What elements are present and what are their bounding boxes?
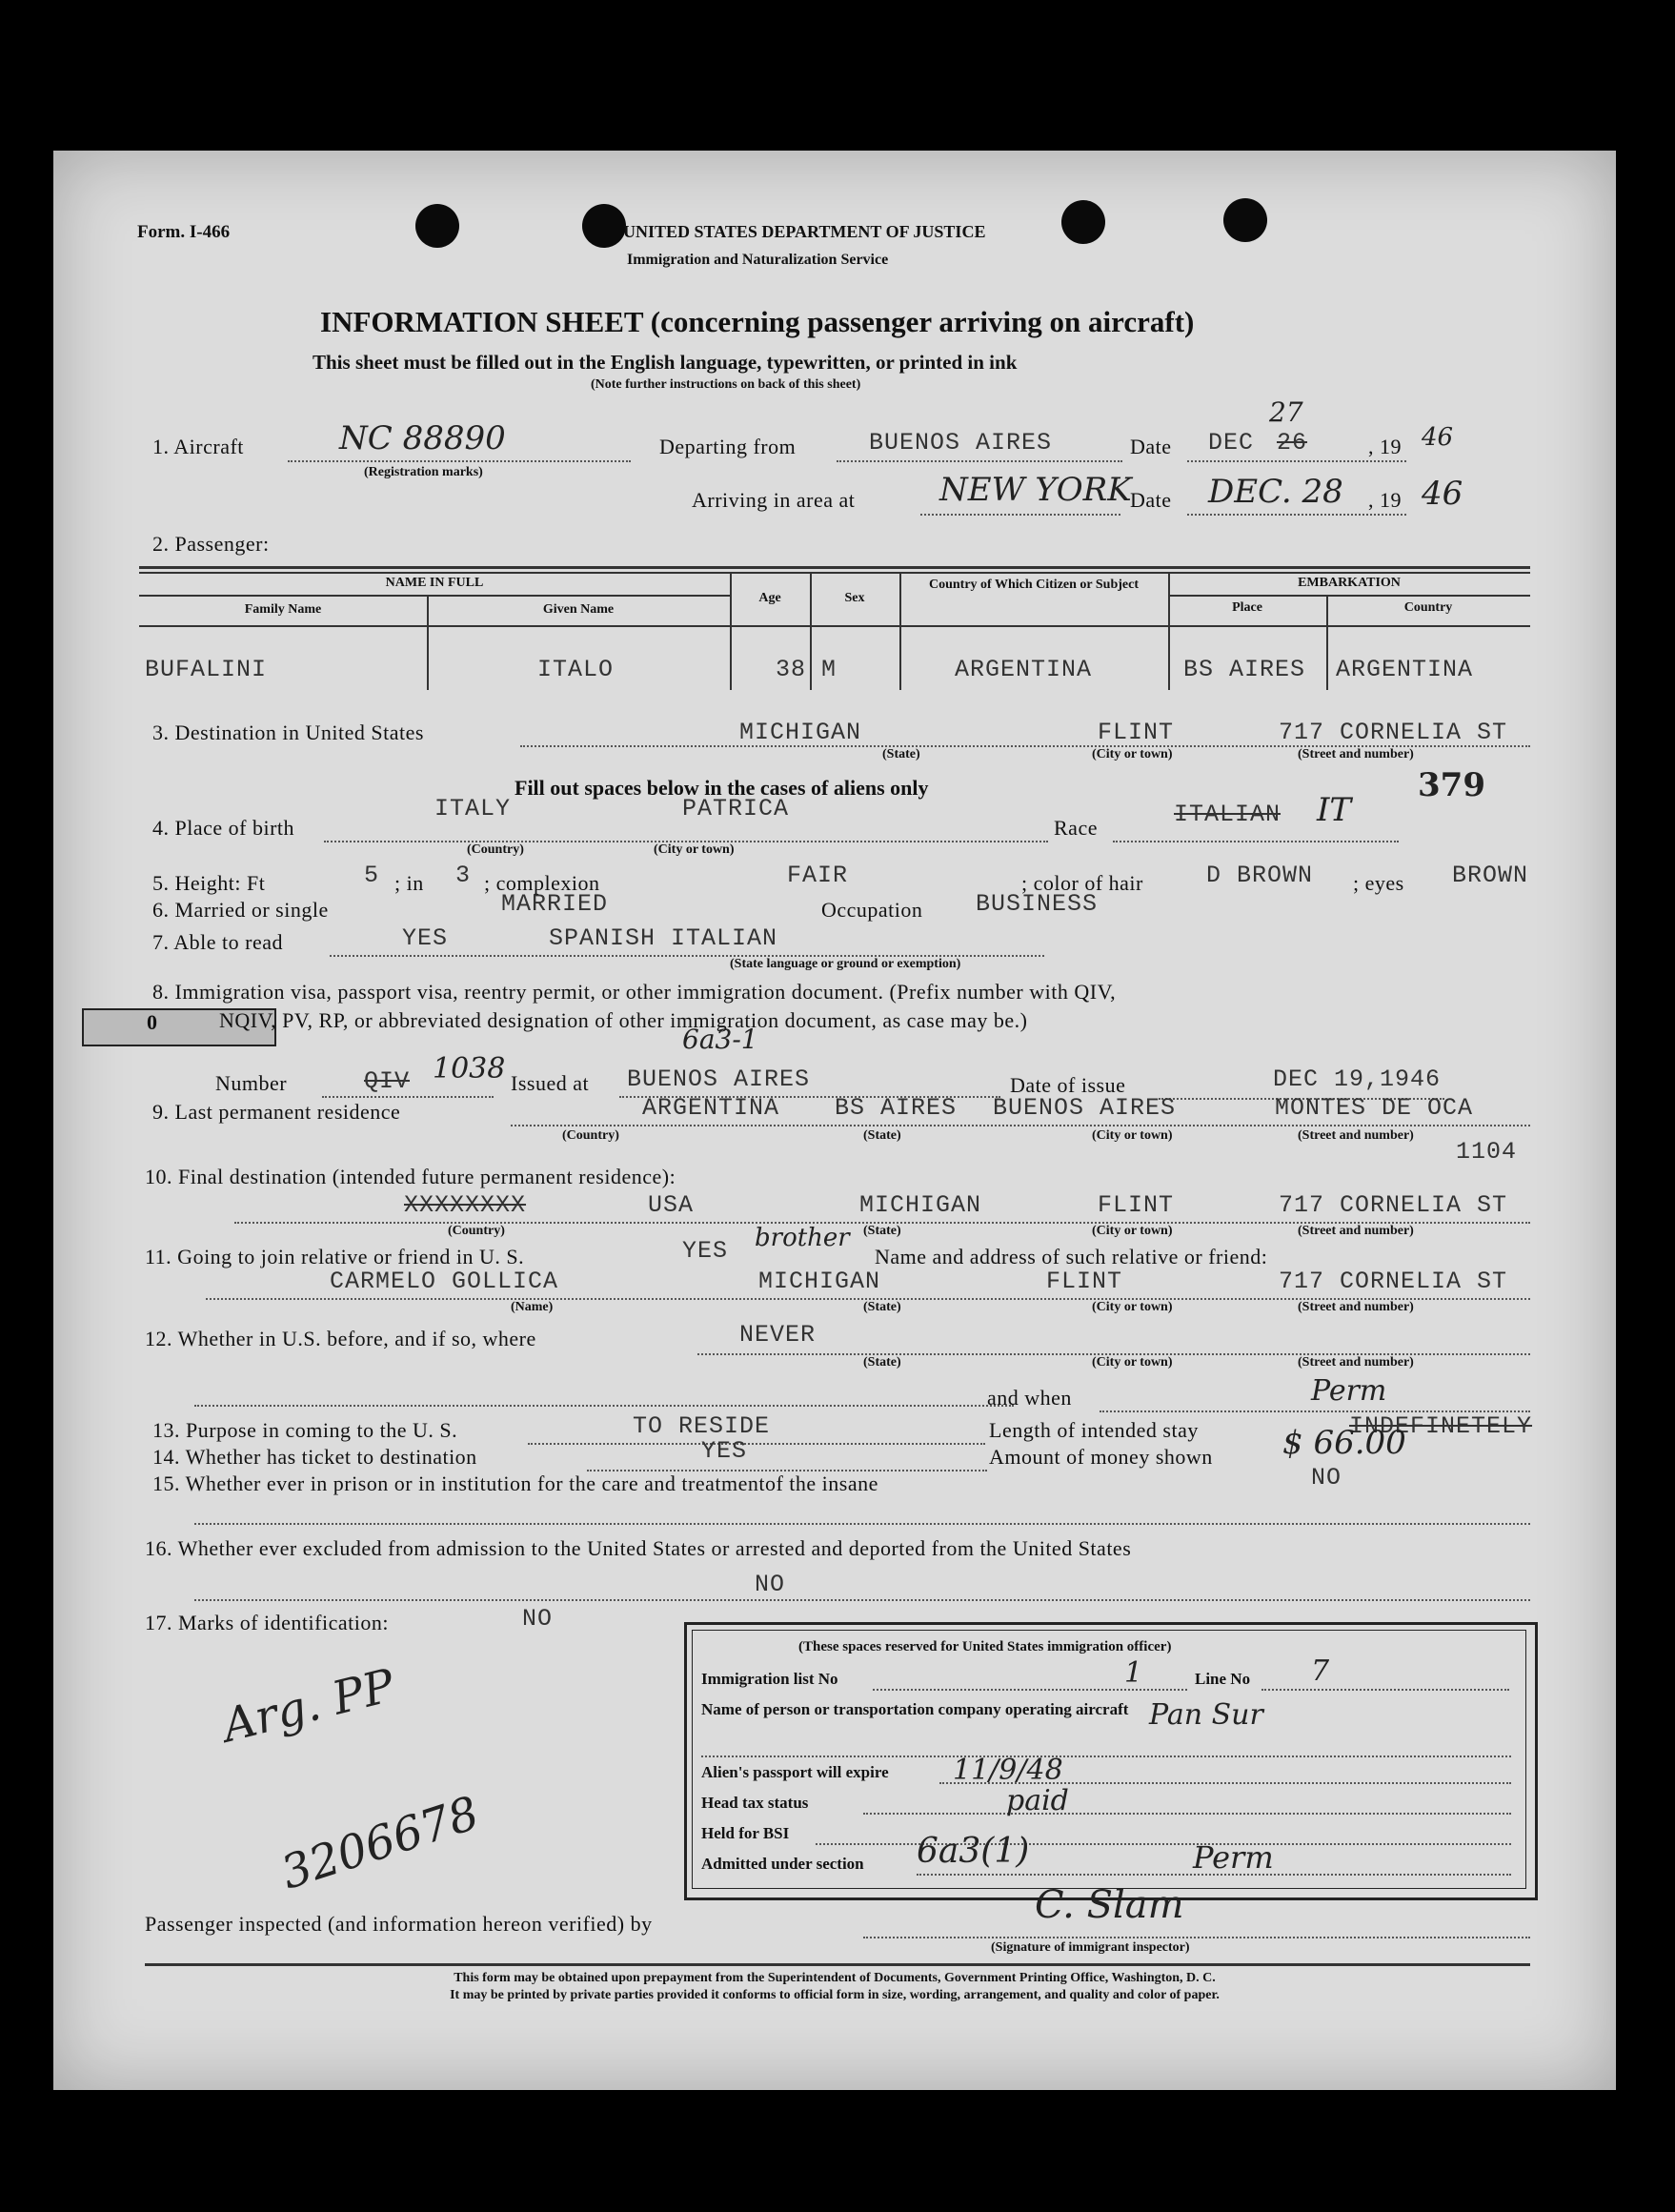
line-no-label: Line No	[1195, 1670, 1251, 1688]
purpose-value: TO RESIDE	[633, 1412, 771, 1440]
family-name-value: BUFALINI	[145, 656, 268, 683]
admitted-label: Admitted under section	[701, 1855, 864, 1873]
city-caption-12: (City or town)	[1092, 1355, 1173, 1370]
arrival-year: 46	[1422, 475, 1463, 513]
number-struck: QIV	[364, 1067, 411, 1095]
street-caption-12: (Street and number)	[1298, 1355, 1414, 1370]
country-caption-4: (Country)	[467, 842, 524, 857]
form-title: INFORMATION SHEET (concerning passenger arriving on aircraft)	[320, 305, 1195, 338]
form-sheet	[53, 151, 1616, 2090]
hair-value: D BROWN	[1206, 862, 1314, 889]
state-caption-10: (State)	[863, 1224, 901, 1238]
signature-caption: (Signature of immigrant inspector)	[991, 1940, 1190, 1955]
residence-label: 9. Last permanent residence	[152, 1100, 401, 1124]
destination-street: 717 CORNELIA ST	[1279, 719, 1508, 746]
issued-at-label: Issued at	[511, 1071, 590, 1095]
number-value: 1038	[433, 1052, 506, 1086]
visa-handwritten: 6a3-1	[682, 1024, 758, 1055]
transport-label: Name of person or transportation company operating aircraft	[701, 1700, 1129, 1718]
family-name-header: Family Name	[244, 602, 322, 617]
before-label: 12. Whether in U.S. before, and if so, where	[145, 1327, 536, 1350]
passport-expire-value: 11/9/48	[953, 1754, 1063, 1787]
name-in-full-header: NAME IN FULL	[385, 576, 484, 590]
excluded-value: NO	[755, 1571, 786, 1598]
age-value: 38	[776, 656, 807, 683]
line-no-value: 7	[1311, 1654, 1330, 1688]
excluded-label: 16. Whether ever excluded from admission to the United States or arrested and deported from the United States	[145, 1536, 1132, 1560]
final-street: 717 CORNELIA ST	[1279, 1191, 1508, 1219]
sex-value: M	[821, 656, 838, 683]
street-caption-3: (Street and number)	[1298, 747, 1414, 761]
state-caption-9: (State)	[863, 1128, 901, 1143]
join-label: 11. Going to join relative or friend in U. S.	[145, 1245, 525, 1268]
height-in: 3	[455, 862, 472, 889]
admitted-extra: Perm	[1193, 1839, 1274, 1876]
residence-city: BUENOS AIRES	[993, 1094, 1177, 1122]
arriving-label: Arriving in area at	[692, 488, 856, 512]
year-label-2: , 19	[1368, 488, 1402, 512]
visa-label-1: 8. Immigration visa, passport visa, reentry permit, or other immigration document. (Prefix number with QIV,	[152, 980, 1117, 1004]
sex-header: Sex	[844, 591, 865, 605]
year-label-1: , 19	[1368, 435, 1402, 458]
head-tax-label: Head tax status	[701, 1794, 809, 1812]
purpose-label: 13. Purpose in coming to the U. S.	[152, 1418, 458, 1442]
residence-country: ARGENTINA	[642, 1094, 780, 1122]
money-value: $ 66.00	[1282, 1424, 1406, 1462]
embarkation-country-header: Country	[1403, 600, 1453, 615]
birth-country: ITALY	[434, 795, 512, 822]
aircraft-label: 1. Aircraft	[152, 435, 244, 458]
join-value: YES	[682, 1237, 729, 1265]
citizen-value: ARGENTINA	[955, 656, 1093, 683]
marks-value: NO	[522, 1605, 554, 1633]
final-state: MICHIGAN	[859, 1191, 982, 1219]
arriving-value: NEW YORK	[939, 471, 1132, 509]
number-label: Number	[215, 1071, 288, 1095]
given-name-value: ITALO	[537, 656, 615, 683]
footer-line-2: It may be printed by private parties provided it conforms to official form in size, wording, arrangement, and quality and color of paper.	[450, 1988, 1220, 2002]
punch-hole-1	[415, 204, 459, 248]
join-handwritten: brother	[755, 1224, 850, 1252]
destination-label: 3. Destination in United States	[152, 720, 424, 744]
final-country: USA	[648, 1191, 695, 1219]
money-label: Amount of money shown	[989, 1445, 1213, 1469]
aircraft-value: NC 88890	[339, 419, 506, 457]
residence-state: BS AIRES	[835, 1094, 958, 1122]
race-label: Race	[1054, 816, 1098, 840]
inspector-signature: C. Slam	[1035, 1883, 1184, 1927]
departing-value: BUENOS AIRES	[869, 429, 1053, 457]
embarkation-header: EMBARKATION	[1298, 576, 1401, 590]
bsi-label: Held for BSI	[701, 1824, 790, 1842]
occupation-value: BUSINESS	[976, 890, 1099, 918]
married-value: MARRIED	[501, 890, 609, 918]
final-city: FLINT	[1098, 1191, 1175, 1219]
country-caption-9: (Country)	[562, 1128, 619, 1143]
name-caption-11: (Name)	[511, 1300, 554, 1314]
destination-city: FLINT	[1098, 719, 1175, 746]
departing-label: Departing from	[659, 435, 797, 458]
state-caption-11: (State)	[863, 1300, 901, 1314]
friend-street: 717 CORNELIA ST	[1279, 1268, 1508, 1295]
friend-state: MICHIGAN	[758, 1268, 881, 1295]
friend-name: CARMELO GOLLICA	[330, 1268, 559, 1295]
read-label: 7. Able to read	[152, 930, 284, 954]
state-caption-3: (State)	[882, 747, 920, 761]
date-label-2: Date	[1130, 488, 1172, 512]
embarkation-country-value: ARGENTINA	[1336, 656, 1474, 683]
margin-note-passport: Arg. PP	[216, 1658, 400, 1754]
marks-label: 17. Marks of identification:	[145, 1611, 389, 1634]
occupation-label: Occupation	[821, 898, 923, 922]
departure-day: 27	[1269, 396, 1303, 428]
date-issue-value: DEC 19,1946	[1273, 1065, 1442, 1093]
city-caption-10: (City or town)	[1092, 1224, 1173, 1238]
officer-box-inner	[692, 1630, 1526, 1889]
birth-label: 4. Place of birth	[152, 816, 295, 840]
officer-box-title: (These spaces reserved for United States immigration officer)	[798, 1639, 1172, 1654]
complexion-value: FAIR	[787, 862, 849, 889]
admitted-value: 6a3(1)	[917, 1832, 1030, 1871]
city-caption-4: (City or town)	[654, 842, 735, 857]
read-value: YES	[402, 924, 449, 952]
transport-value: Pan Sur	[1149, 1698, 1263, 1732]
issued-at-value: BUENOS AIRES	[627, 1065, 811, 1093]
form-subtitle: This sheet must be filled out in the English language, typewritten, or printed in ink	[313, 351, 1018, 374]
language-caption: (State language or ground or exemption)	[730, 957, 961, 971]
punch-hole-2	[582, 204, 626, 248]
country-caption-10: (Country)	[448, 1224, 505, 1238]
languages-value: SPANISH ITALIAN	[549, 924, 778, 952]
form-note: (Note further instructions on back of this sheet)	[591, 377, 861, 392]
imm-list-label: Immigration list No	[701, 1670, 838, 1688]
stay-value: Perm	[1311, 1374, 1387, 1408]
height-ft-label: 5. Height: Ft	[152, 871, 266, 895]
department: UNITED STATES DEPARTMENT OF JUSTICE	[623, 222, 986, 241]
eyes-value: BROWN	[1452, 862, 1529, 889]
married-label: 6. Married or single	[152, 898, 329, 922]
friend-city: FLINT	[1046, 1268, 1123, 1295]
footer-line-1: This form may be obtained upon prepayment from the Superintendent of Documents, Government Printing Office, Washington, D. C.	[454, 1971, 1216, 1985]
birth-city: PATRICA	[682, 795, 790, 822]
ticket-label: 14. Whether has ticket to destination	[152, 1445, 477, 1469]
height-in-label: ; in	[394, 871, 424, 895]
stay-struck: INDEFINETELY	[1349, 1412, 1533, 1440]
registration-marks-label: (Registration marks)	[364, 465, 483, 479]
departure-year: 46	[1422, 423, 1454, 452]
imm-list-value: 1	[1124, 1656, 1143, 1690]
punch-hole-3	[1061, 200, 1105, 244]
final-country-struck: XXXXXXXX	[404, 1191, 527, 1219]
departure-day-struck: 26	[1277, 429, 1308, 457]
ticket-value: YES	[701, 1437, 748, 1465]
date-label-1: Date	[1130, 435, 1172, 458]
given-name-header: Given Name	[542, 602, 615, 617]
street-caption-10: (Street and number)	[1298, 1224, 1414, 1238]
aliens-only-heading: Fill out spaces below in the cases of aliens only	[515, 776, 929, 800]
street-caption-11: (Street and number)	[1298, 1300, 1414, 1314]
passport-expire-label: Alien's passport will expire	[701, 1763, 889, 1781]
residence-street: MONTES DE OCA	[1275, 1094, 1474, 1122]
relative-address-label: Name and address of such relative or friend:	[875, 1245, 1268, 1268]
destination-state: MICHIGAN	[739, 719, 862, 746]
complexion-label: ; complexion	[484, 871, 600, 895]
form-number: Form. I-466	[137, 222, 231, 242]
visa-label-2: NQIV, PV, RP, or abbreviated designation of other immigration document, as case may be.)	[219, 1008, 1028, 1032]
race-value: IT	[1317, 791, 1352, 829]
and-when-label: and when	[987, 1386, 1072, 1410]
height-ft: 5	[364, 862, 380, 889]
inspected-label: Passenger inspected (and information hereon verified) by	[145, 1912, 653, 1936]
before-value: NEVER	[739, 1321, 817, 1349]
eyes-label: ; eyes	[1353, 871, 1404, 895]
arrival-date: DEC. 28	[1208, 473, 1343, 511]
service: Immigration and Naturalization Service	[627, 252, 889, 268]
stamp-mark: 0	[147, 1010, 157, 1034]
margin-note-number: 3206678	[274, 1786, 486, 1900]
residence-street-number: 1104	[1456, 1138, 1518, 1166]
hair-label: ; color of hair	[1021, 871, 1143, 895]
passenger-label: 2. Passenger:	[152, 532, 270, 556]
city-caption-9: (City or town)	[1092, 1128, 1173, 1143]
age-header: Age	[758, 591, 781, 605]
stay-label: Length of intended stay	[989, 1418, 1199, 1442]
departure-month: DEC	[1208, 429, 1255, 457]
state-caption-12: (State)	[863, 1355, 901, 1370]
prison-label: 15. Whether ever in prison or in institution for the care and treatmentof the insane	[152, 1471, 878, 1495]
race-struck: ITALIAN	[1174, 801, 1281, 828]
date-issue-label: Date of issue	[1010, 1073, 1126, 1097]
stamp-number: 379	[1418, 766, 1485, 804]
prison-value: NO	[1311, 1464, 1342, 1492]
embarkation-place-value: BS AIRES	[1183, 656, 1306, 683]
head-tax-value: paid	[1006, 1784, 1069, 1817]
city-caption-3: (City or town)	[1092, 747, 1173, 761]
punch-hole-4	[1223, 198, 1267, 242]
embarkation-place-header: Place	[1232, 600, 1262, 615]
city-caption-11: (City or town)	[1092, 1300, 1173, 1314]
country-citizen-header: Country of Which Citizen or Subject	[929, 578, 1139, 592]
final-destination-label: 10. Final destination (intended future permanent residence):	[145, 1165, 676, 1188]
street-caption-9: (Street and number)	[1298, 1128, 1414, 1143]
